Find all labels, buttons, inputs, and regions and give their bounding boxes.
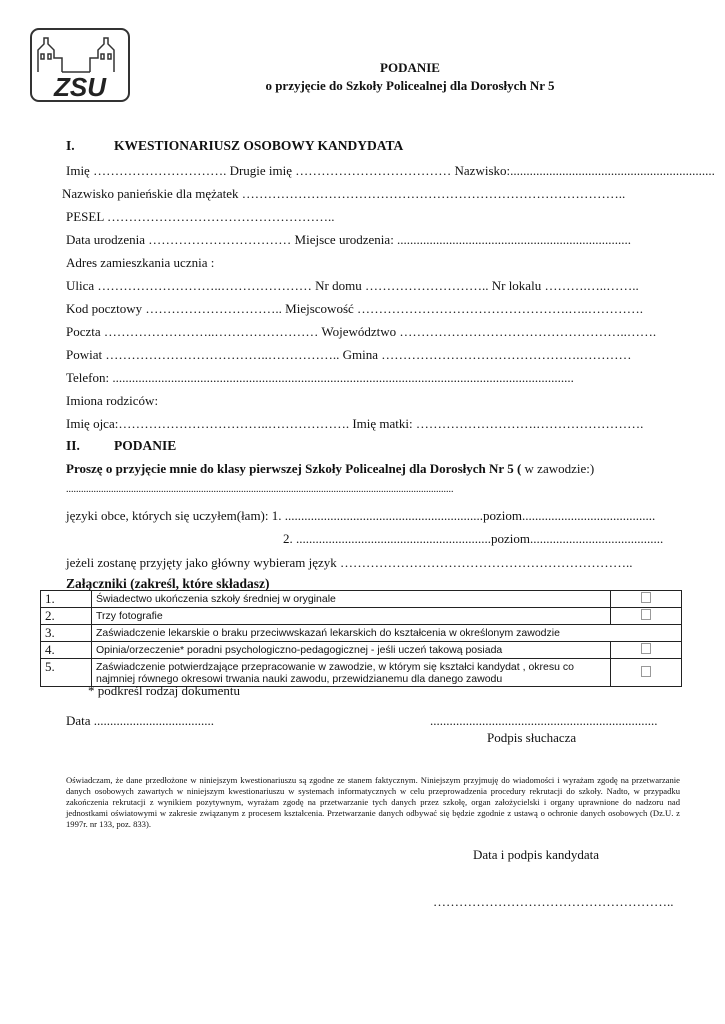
field-language-1[interactable]: języki obce, których się uczyłem(łam): 1. .............................................................poziom......................................... [66,508,656,523]
field-maiden-name[interactable]: Nazwisko panieńskie dla mężatek …………………………………………………………………………….. [62,186,626,201]
field-pesel[interactable]: PESEL …………………………………………….. [66,209,335,224]
attachments-title: Załączniki (zakreśl, które składasz) [66,576,270,591]
row-text: Świadectwo ukończenia szkoły średniej w oryginale [92,591,611,608]
signature-field[interactable]: ...................................................................... [430,713,658,728]
checkbox-icon [641,592,651,603]
checkbox-icon [641,666,651,677]
svg-text:ZSU: ZSU [54,72,106,102]
row-text: Trzy fotografie [92,608,611,625]
row-number: 1. [41,591,92,608]
table-row [41,625,682,642]
field-parents[interactable]: Imię ojca:……………………………..………………. Imię matki: ……………………….……………………. [66,416,644,431]
request-text [66,461,594,477]
field-language-2[interactable]: 2. ............................................................poziom......................................... [283,531,664,546]
declaration-text: Oświadczam, że dane przedłożone w niniejszym kwestionariuszu są zgodne ze stanem faktycznym. Niniejszym przyjmuję do wiadomości i wyrażam zgodę na przetwarzanie danych osobowych zawartych w niniejszym kwestionariuszu w systemach informatycznych w celu przeprowadzenia procedury rekrutacji do szkoły. Nadto, w przypadku zakończenia rekrutacji z wynikiem pozytywnym, wyrażam zgodę na przetwarzanie tych danych przez szkołę, organ założycielski i organy uprawnione do nadzoru nad jednostkami oświatowymi w zakresie związanym z procesem kształcenia. Przetwarzanie danych odbywać się będzie zgodnie z ustawą o ochronie danych osobowych (Dz.U. z 1997r. nr 133, poz. 833). [66,775,680,829]
field-post-region[interactable]: Poczta ……………………..…………………… Województwo ……………………………………………..……. [66,324,657,339]
checkbox-icon [641,609,651,620]
field-names[interactable]: Imię …………………………. Drugie imię ……………………………… Nazwisko:............................................................... [66,163,715,178]
row-checkbox[interactable] [611,591,682,608]
checkbox-icon [641,643,651,654]
field-district[interactable]: Powiat ………………………………..…………….. Gmina ……………………………………….………… [66,347,632,362]
table-row [41,608,682,625]
row-checkbox[interactable] [611,608,682,625]
address-label: Adres zamieszkania ucznia : [66,255,215,270]
attachments-note: * podkreśl rodzaj dokumentu [88,683,240,698]
field-street[interactable]: Ulica ………………………..………………… Nr domu ……………………….. Nr lokalu ……….…..…….. [66,278,639,293]
request-bold: Proszę o przyjęcie mnie do klasy pierwszej Szkoły Policealnej dla Dorosłych Nr 5 ( [66,461,522,476]
row-number: 3. [41,625,92,642]
school-logo [30,28,130,102]
section-1-title: KWESTIONARIUSZ OSOBOWY KANDYDATA [114,138,404,153]
row-checkbox[interactable] [611,659,682,687]
row-text: Opinia/orzeczenie* poradni psychologiczno-pedagogicznej - jeśli uczeń takową posiada [92,642,611,659]
row-text: Zaświadczenie potwierdzające przepracowanie w zawodzie, w którym się kształci kandydat , okresu co najmniej równego okresowi trwania nauki zawodu, przewidzianemu dla danego zawodu [92,659,611,687]
section-2-title: PODANIE [114,438,177,453]
table-row [41,591,682,608]
field-postal-city[interactable]: Kod pocztowy ………………………….. Miejscowość ………………………………………….…..…………. [66,301,644,316]
field-birth[interactable]: Data urodzenia …………………………… Miejsce urodzenia: ........................................................................ [66,232,632,247]
row-number: 4. [41,642,92,659]
section-2-number: II. [66,438,80,453]
table-row [41,642,682,659]
field-main-language[interactable]: jeżeli zostanę przyjęty jako główny wybieram język ………………………………………………………….. [66,555,633,570]
date-field[interactable]: Data ..................................... [66,713,215,728]
candidate-signature-field[interactable]: ……………………………………………….. [433,894,674,909]
field-phone[interactable]: Telefon: .............................................................................................................................................. [66,370,574,385]
row-checkbox[interactable] [611,642,682,659]
document-subtitle: o przyjęcie do Szkoły Policealnej dla Dorosłych Nr 5 [265,78,555,93]
attachments-table [40,590,682,687]
signature-label: Podpis słuchacza [487,730,577,745]
row-number: 5. [41,659,92,687]
request-normal: w zawodzie:) [521,461,595,476]
field-profession[interactable]: ........................................................................................................................................................... [66,484,454,495]
candidate-signature-label: Data i podpis kandydata [473,847,599,862]
parents-label: Imiona rodziców: [66,393,159,408]
section-1-number: I. [66,138,75,153]
document-title: PODANIE [380,60,440,75]
row-number: 2. [41,608,92,625]
row-text: Zaświadczenie lekarskie o braku przeciwwskazań lekarskich do kształcenia w określonym zawodzie [92,625,682,642]
